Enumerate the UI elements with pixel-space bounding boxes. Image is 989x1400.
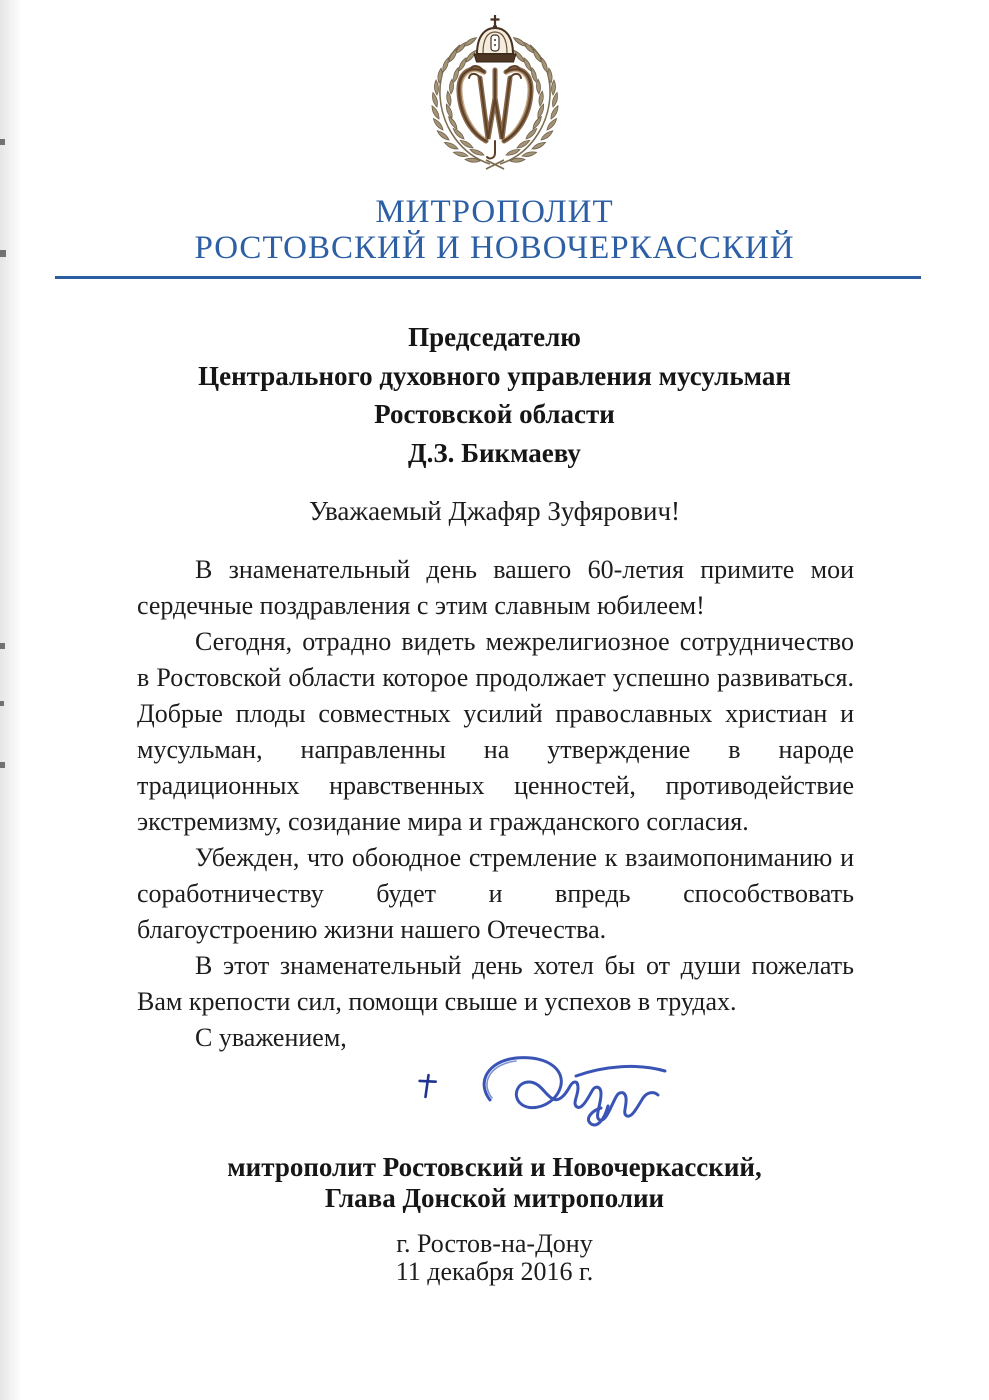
scan-artifact [0,139,5,145]
addressee-block [0,318,989,472]
letterhead [0,194,989,266]
letterhead-line2: РОСТОВСКИЙ И НОВОЧЕРКАССКИЙ [194,230,795,266]
salutation: Уважаемый Джафяр Зуфярович! [308,496,681,526]
letterhead-line1: МИТРОПОЛИТ [375,194,614,230]
body-paragraph: Сегодня, отрадно видеть межрелигиозное сотрудничество в Ростовской области которое продолжает успешно развиваться. Добрые плоды совместных усилий православных христиан и мусульман, направленны на утверждение в народе традиционных нравственных ценностей, противодействие экстремизму, созидание мира и гражданского согласия. [137,627,854,836]
addressee-line: Центрального духовного управления мусульман [198,360,791,391]
addressee-line: Председателю [408,322,581,352]
body-paragraph: Убежден, что обоюдное стремление к взаимопониманию и соработничеству будет и впредь способствовать благоустроению жизни нашего Отечества. [137,843,854,944]
scan-artifact [0,643,5,649]
body-paragraph: В этот знаменательный день хотел бы от души пожелать Вам крепости сил, помощи свыше и успехов в трудах. [137,951,854,1016]
signoff-date: 11 декабря 2016 г. [395,1257,594,1286]
signoff-place: г. Ростов-на-Дону [396,1229,593,1258]
signoff-title [0,1152,989,1214]
scan-artifact [0,701,4,706]
scan-artifact [0,762,5,768]
blessing-cross-icon [416,1072,438,1100]
crown-icon [474,15,516,62]
addressee-line: Д.З. Бикмаеву [408,437,581,468]
crowned-monogram-laurel-wreath-icon [419,12,571,172]
closing-line: С уважением, [195,1023,347,1052]
signoff-title-line1: митрополит Ростовский и Новочеркасский, [227,1152,762,1182]
letterhead-rule [55,276,921,279]
letter-body [137,552,854,1056]
body-paragraph: В знаменательный день вашего 60-летия примите мои сердечные поздравления с этим славным юбилеем! [137,555,854,620]
signoff-title-line2: Глава Донской митрополии [324,1183,665,1213]
addressee-line: Ростовской области [374,399,615,429]
place-date-block [0,1230,989,1286]
handwritten-signature [458,1048,682,1144]
